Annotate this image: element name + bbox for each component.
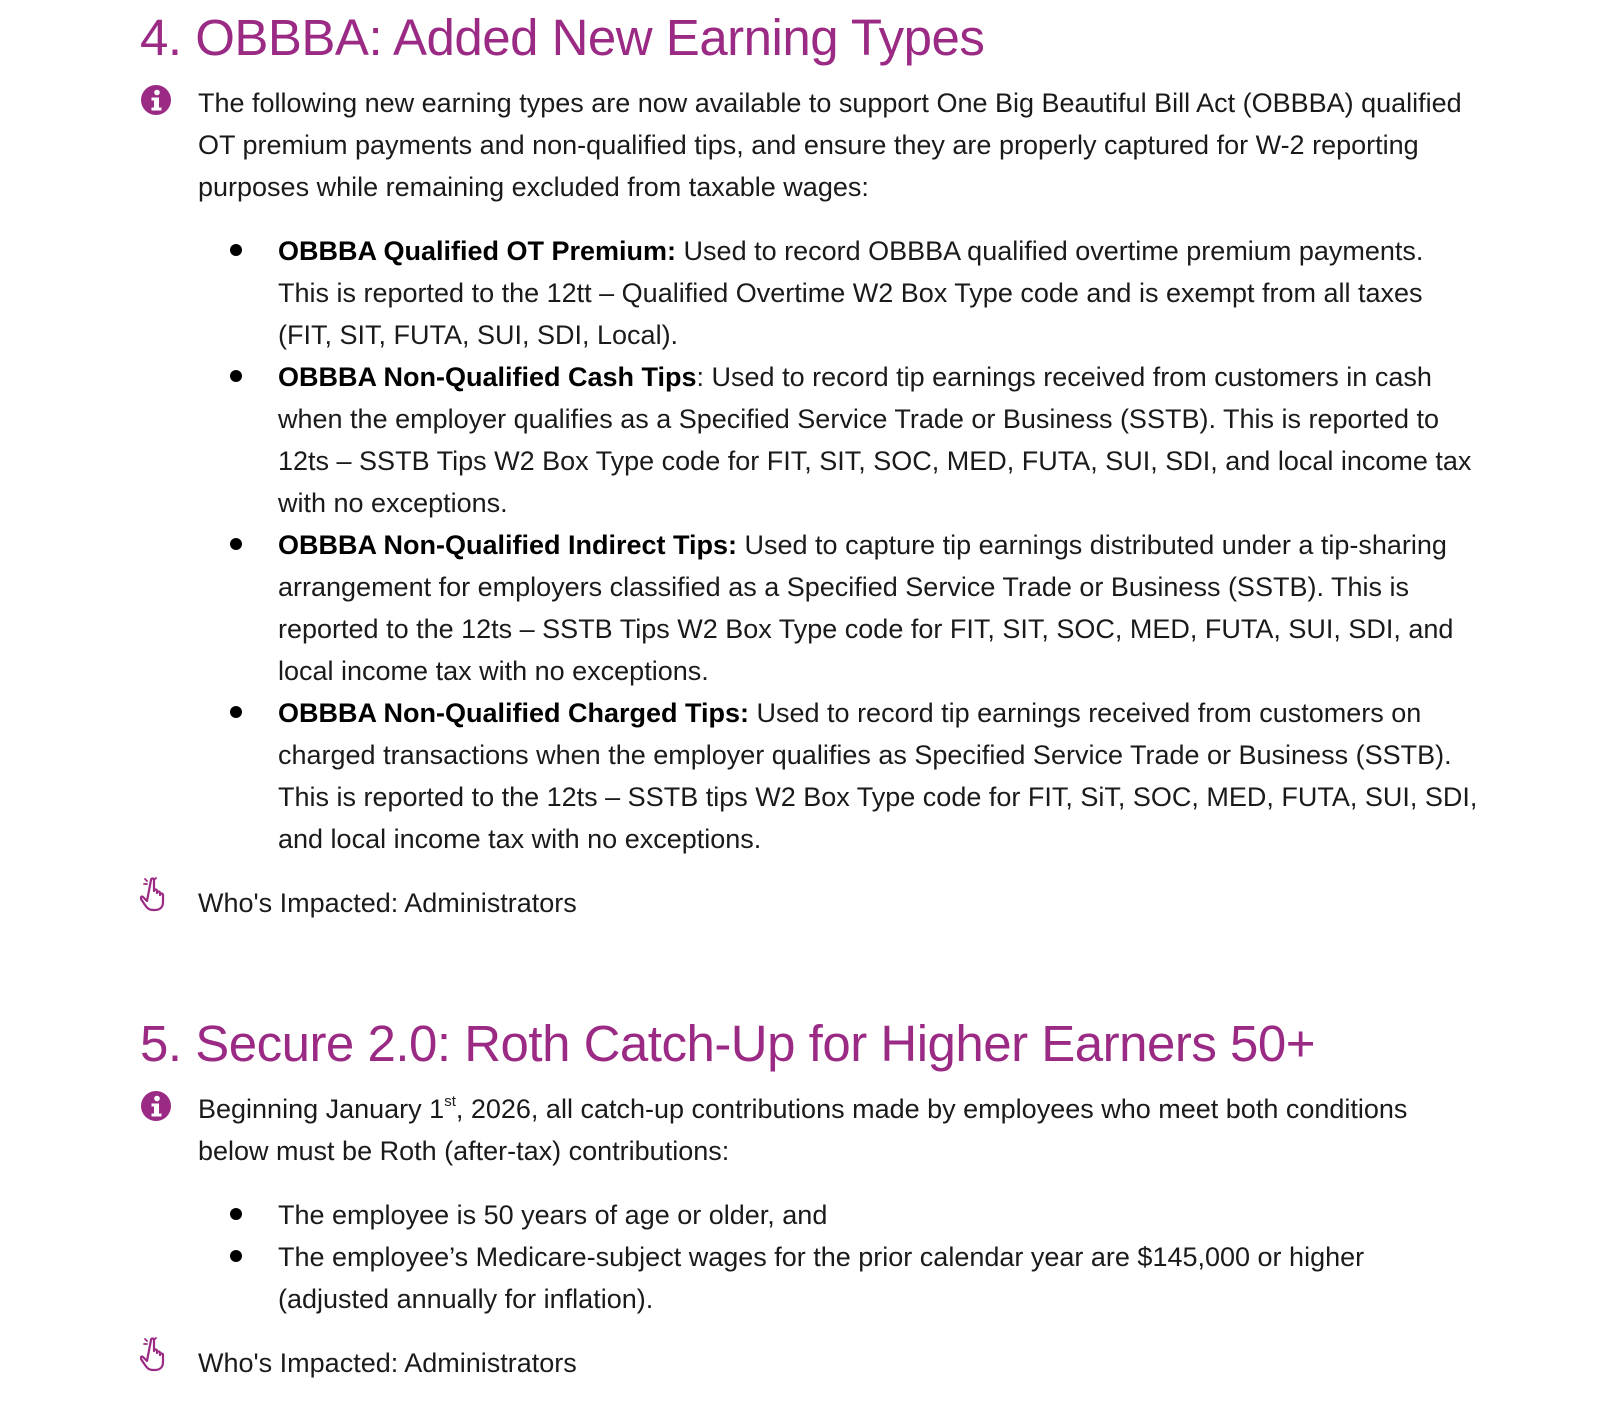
item-text: The employee is 50 years of age or older, and xyxy=(278,1200,828,1230)
item-text: Used to record OBBBA qualified overtime premium payments. This is reported to the 12tt – Qualified Overtime W2 Box Type code and is exempt from all taxes (FIT, SIT, FUTA, SUI, SDI, Local). xyxy=(278,236,1424,350)
info-circle-icon xyxy=(140,1090,172,1122)
bullet-icon xyxy=(230,244,242,256)
bullet-icon xyxy=(230,538,242,550)
bullet-icon xyxy=(230,370,242,382)
bullet-icon xyxy=(230,1208,242,1220)
item-text: Used to capture tip earnings distributed under a tip-sharing arrangement for employers classified as a Specified Service Trade or Business (SSTB). This is reported to the 12ts – SSTB Tips W2 Box Type code for FIT, SIT, SOC, MED, FUTA, SUI, SDI, and local income tax with no exceptions. xyxy=(278,530,1454,686)
section-secure-2-roth-catch-up xyxy=(140,1012,1480,1384)
item-text: Used to record tip earnings received from customers on charged transactions when the employer qualifies as Specified Service Trade or Business (SSTB). This is reported to the 12ts – SSTB tips W2 Box Type code for FIT, SiT, SOC, MED, FUTA, SUI, SDI, and local income tax with no exceptions. xyxy=(278,698,1478,854)
intro-before: Beginning January 1 xyxy=(198,1094,445,1124)
impact-text: Who's Impacted: Administrators xyxy=(198,888,577,918)
list-item xyxy=(278,230,1480,356)
info-block xyxy=(140,1088,1480,1320)
intro-after: , 2026, all catch-up contributions made by employees who meet both conditions below must be Roth (after-tax) contributions: xyxy=(198,1094,1408,1166)
item-label: OBBBA Non-Qualified Cash Tips xyxy=(278,362,697,392)
item-label: OBBBA Non-Qualified Charged Tips: xyxy=(278,698,750,728)
list-item xyxy=(278,692,1480,860)
pointing-hand-icon xyxy=(140,1336,172,1372)
impact-row xyxy=(140,882,1480,924)
section-title: 5. Secure 2.0: Roth Catch-Up for Higher Earners 50+ xyxy=(140,1015,1316,1072)
conditions-list xyxy=(198,1194,1480,1320)
item-label: OBBBA Non-Qualified Indirect Tips: xyxy=(278,530,738,560)
bullet-icon xyxy=(230,1250,242,1262)
pointing-hand-icon xyxy=(140,876,172,912)
item-text: The employee’s Medicare-subject wages for the prior calendar year are $145,000 or higher (adjusted annually for inflation). xyxy=(278,1242,1365,1314)
section-title: 4. OBBBA: Added New Earning Types xyxy=(140,9,985,66)
bullet-icon xyxy=(230,706,242,718)
list-item xyxy=(278,356,1480,524)
impact-row xyxy=(140,1342,1480,1384)
impact-text: Who's Impacted: Administrators xyxy=(198,1348,577,1378)
section-obbba-earning-types xyxy=(140,6,1480,924)
list-item xyxy=(278,1236,1480,1320)
earning-types-list xyxy=(198,230,1480,860)
item-text: : Used to record tip earnings received from customers in cash when the employer qualifies as a Specified Service Trade or Business (SSTB). This is reported to 12ts – SSTB Tips W2 Box Type code for FIT, SIT, SOC, MED, FUTA, SUI, SDI, and local income tax with no exceptions. xyxy=(278,362,1472,518)
intro-paragraph xyxy=(198,1088,1480,1172)
info-circle-icon xyxy=(140,84,172,116)
ordinal-suffix: st xyxy=(444,1093,456,1110)
intro-paragraph: The following new earning types are now available to support One Big Beautiful Bill Act (OBBBA) qualified OT premium payments and non-qualified tips, and ensure they are properly captured for W-2 reporting purposes while remaining excluded from taxable wages: xyxy=(198,88,1462,202)
list-item xyxy=(278,524,1480,692)
list-item xyxy=(278,1194,1480,1236)
item-label: OBBBA Qualified OT Premium: xyxy=(278,236,677,266)
info-block xyxy=(140,82,1480,860)
